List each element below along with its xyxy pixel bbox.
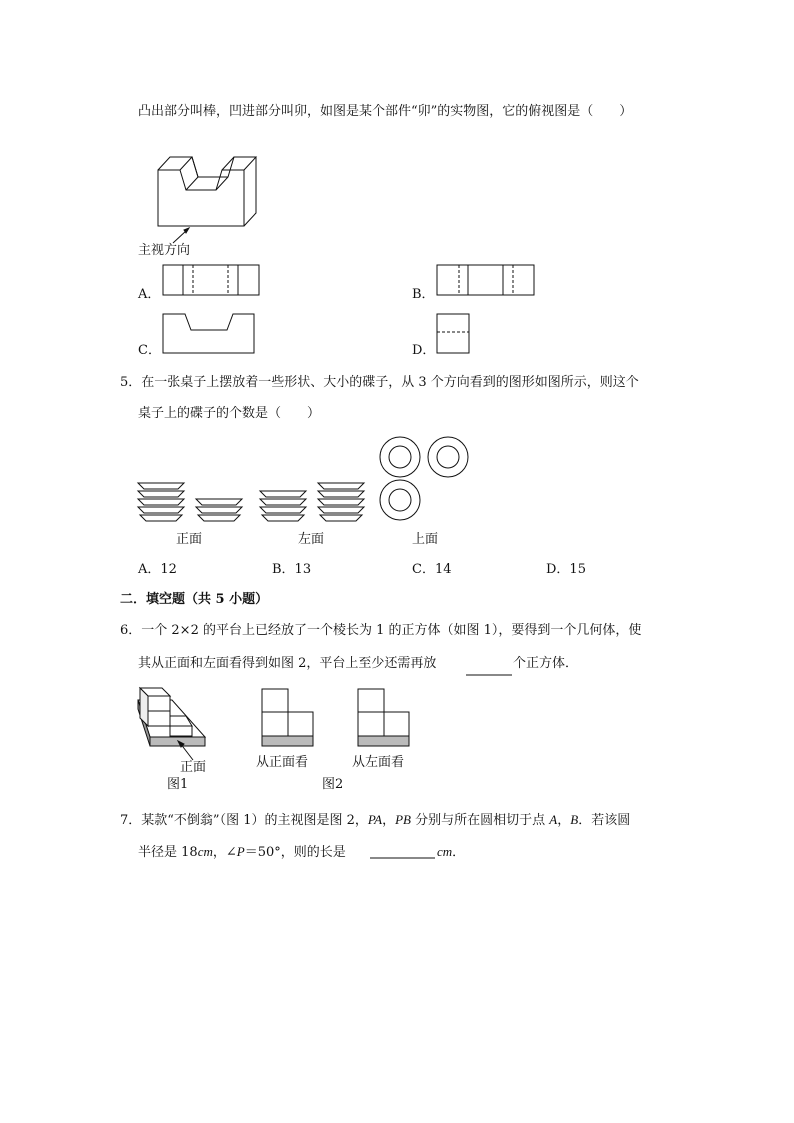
q7-sep2: ， [557,813,571,828]
q7-line2-text-b: ，∠ [212,845,237,860]
q6-line2b: 个正方体． [513,656,579,671]
q7-line2-tail [437,843,465,862]
q7-unit-cm2: cm [437,844,453,859]
view-direction-arrow [173,228,189,243]
q5-left-label: 左面 [298,532,325,547]
q6-left-view [358,689,409,746]
q5-front-label: 正面 [176,532,203,547]
top-view-plates [380,437,468,520]
q7-line1-text-b: 分别与所在圆相切于点 [411,813,550,828]
q6-line2a: 其从正面和左面看得到如图 2，平台上至少还需再放 [138,656,437,671]
q5-option-a[interactable]: A．12 [138,562,177,577]
q7-line2 [138,843,346,862]
section-heading: 二．填空题（共 5 小题） [120,592,269,607]
option-b-figure [437,265,534,295]
q7-line1 [120,811,630,830]
q5-option-c[interactable]: C．14 [412,562,452,577]
q5-top-label: 上面 [412,532,439,547]
q6-front-view [262,689,313,746]
q6-fig1-caption: 图1 [167,777,189,792]
option-b-label[interactable]: B． [412,287,435,302]
option-d-label[interactable]: D． [412,343,436,358]
q7-segment-pa: PA [367,812,383,827]
option-d-figure [437,314,469,353]
q6-fig2-front-label: 从正面看 [256,755,309,770]
q7-point-a: A [549,812,558,827]
option-a-label[interactable]: A． [138,287,161,302]
q5-line1: 5．在一张桌子上摆放着一些形状、大小的碟子，从 3 个方向看到的图形如图所示，则这个 [120,375,639,390]
option-a-figure [163,265,259,295]
q4-stem: 凸出部分叫棒，凹进部分叫卯，如图是某个部件“卯”的实物图，它的俯视图是（ ） [138,104,633,119]
mortise-3d-figure [158,157,256,226]
q6-fig1 [138,688,205,746]
q7-line1-text-c: ．若该圆 [578,813,631,828]
q6-fig2-caption: 图2 [322,777,344,792]
q7-line1-text-a: 7．某款“不倒翁”（图 1）的主视图是图 2， [120,813,368,828]
q7-point-b: B [570,812,579,827]
q7-line2-text-a: 半径是 18 [138,845,198,860]
q7-sep: ， [382,813,396,828]
q6-fig1-front-label: 正面 [180,760,207,775]
front-view-plates [138,483,242,521]
q7-line2-text-c: ＝50°，则的长是 [244,845,346,860]
option-c-figure [163,314,254,353]
q7-point-p: P [236,844,245,859]
option-c-label[interactable]: C． [138,343,161,358]
q7-segment-pb: PB [395,812,411,827]
left-view-plates [260,483,364,521]
q5-line2: 桌子上的碟子的个数是（ ） [138,406,321,421]
view-direction-label: 主视方向 [138,243,191,258]
q7-unit-cm: cm [197,844,213,859]
q6-line1: 6．一个 2×2 的平台上已经放了一个棱长为 1 的正方体（如图 1），要得到一个几何体，使 [120,623,642,638]
q5-option-d[interactable]: D．15 [546,562,586,577]
q7-end: ． [452,845,466,860]
q6-fig2-left-label: 从左面看 [352,755,405,770]
q5-option-b[interactable]: B．13 [272,562,312,577]
